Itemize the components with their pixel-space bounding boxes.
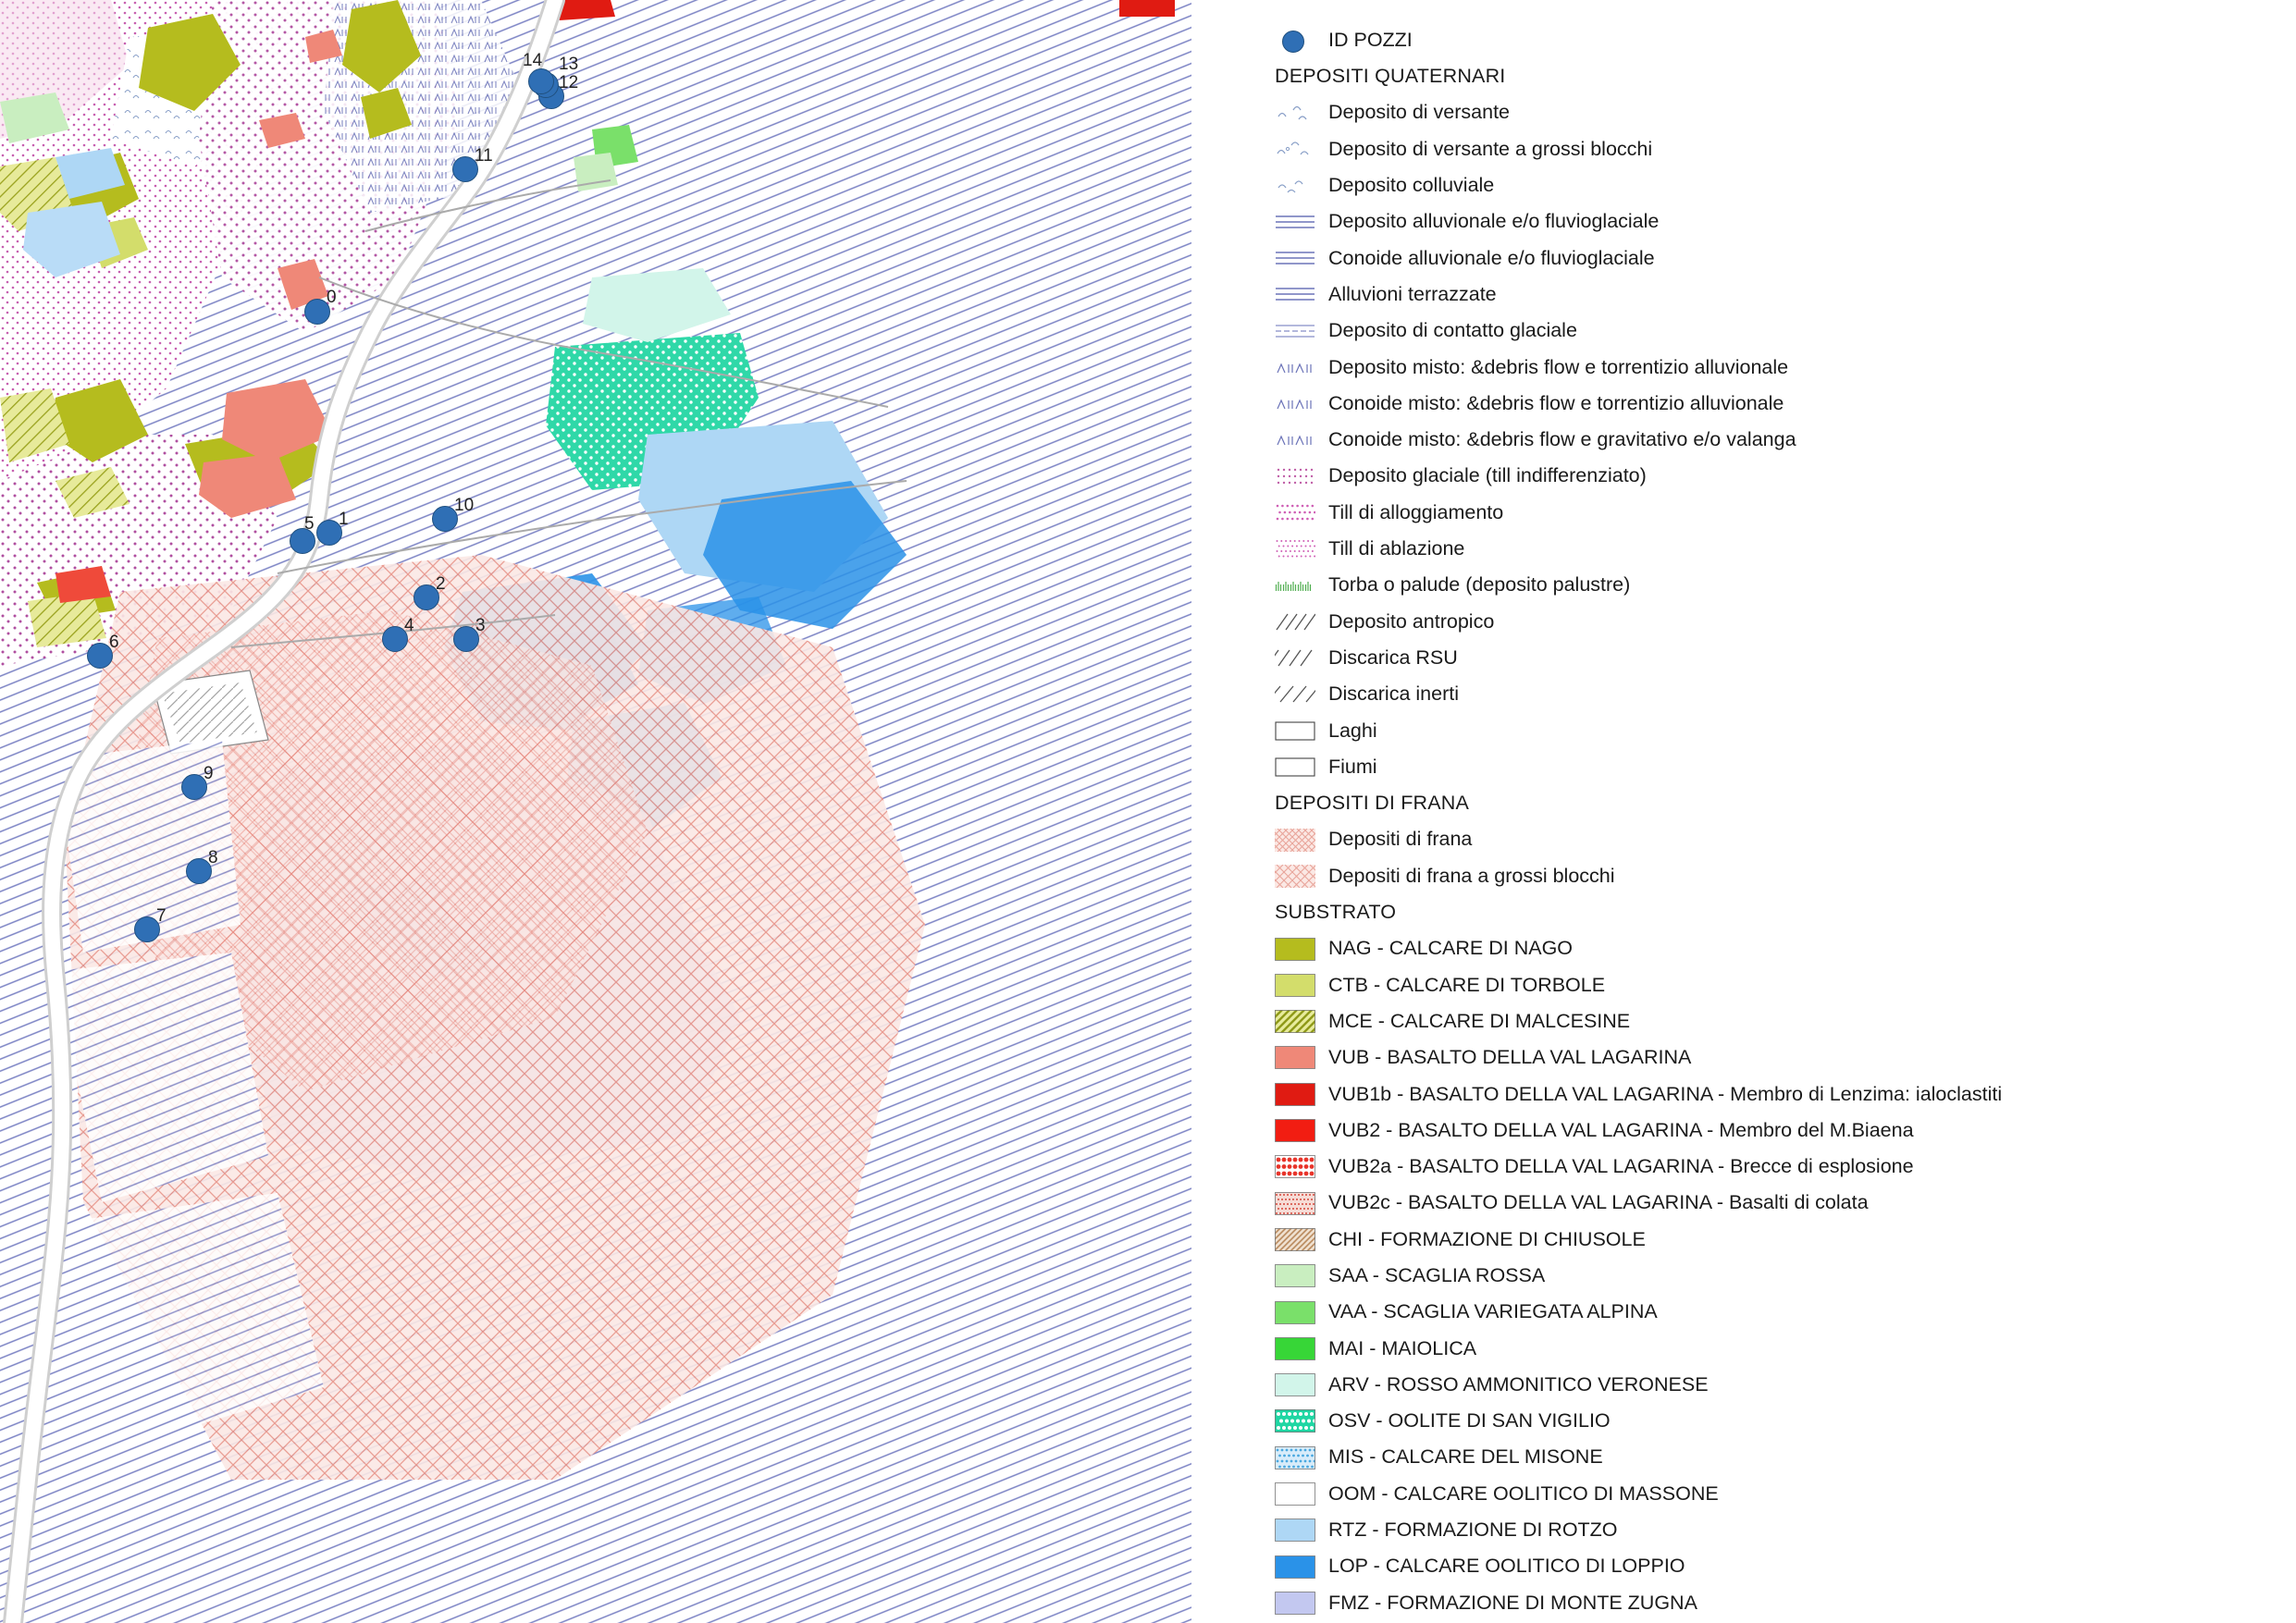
legend-item — [1275, 1258, 2296, 1294]
legend-section-header: SUBSTRATO — [1275, 901, 1397, 924]
legend-item-label: OOM - CALCARE OOLITICO DI MASSONE — [1328, 1482, 1719, 1505]
legend-swatch-icon — [1275, 829, 1315, 852]
legend-item — [1275, 640, 2296, 676]
legend-item-label: Till di alloggiamento — [1328, 500, 1504, 523]
legend-item-label: MAI - MAIOLICA — [1328, 1336, 1477, 1359]
legend-item — [1275, 422, 2296, 458]
legend-sections — [1275, 58, 2296, 1621]
legend-swatch-icon — [1275, 1083, 1315, 1106]
legend-swatch-icon — [1275, 1446, 1315, 1469]
legend-item-label: RTZ - FORMAZIONE DI ROTZO — [1328, 1518, 1618, 1542]
well-label: 10 — [454, 496, 475, 515]
well-label: 5 — [304, 514, 315, 534]
legend-item-label: NAG - CALCARE DI NAGO — [1328, 937, 1574, 960]
legend-item — [1275, 1003, 2296, 1039]
legend-item — [1275, 749, 2296, 785]
legend-item-label: CHI - FORMAZIONE DI CHIUSOLE — [1328, 1227, 1646, 1250]
legend-item — [1275, 95, 2296, 131]
legend-item-label: VUB2a - BASALTO DELLA VAL LAGARINA - Brecce di esplosione — [1328, 1155, 1914, 1178]
well-marker-icon — [1275, 29, 1315, 52]
legend-item — [1275, 1476, 2296, 1512]
legend-swatch-icon — [1275, 1518, 1315, 1542]
legend-item — [1275, 495, 2296, 531]
legend-item-label: Conoide alluvionale e/o fluvioglaciale — [1328, 246, 1655, 269]
legend-swatch-icon — [1275, 138, 1315, 161]
well-label: 9 — [204, 764, 214, 783]
well-label: 6 — [109, 633, 119, 652]
legend-swatch-icon — [1275, 682, 1315, 706]
legend-item — [1275, 1186, 2296, 1222]
legend-item — [1275, 713, 2296, 749]
legend-swatch-icon — [1275, 356, 1315, 379]
legend-item — [1275, 1222, 2296, 1258]
legend-item-label: ID POZZI — [1328, 28, 1413, 51]
legend-swatch-icon — [1275, 1010, 1315, 1033]
well-label: 2 — [436, 574, 446, 594]
legend-item — [1275, 604, 2296, 640]
well-label: 0 — [327, 288, 337, 307]
legend-item-label: Depositi di frana a grossi blocchi — [1328, 864, 1615, 887]
legend-swatch-icon — [1275, 537, 1315, 560]
well-label: 7 — [156, 906, 167, 926]
legend-swatch-icon — [1275, 1337, 1315, 1360]
legend-swatch-icon — [1275, 211, 1315, 234]
well-label: 13 — [559, 55, 579, 74]
legend-item — [1275, 531, 2296, 567]
legend-item-label: Deposito colluviale — [1328, 174, 1495, 197]
legend-item-label: Deposito alluvionale e/o fluvioglaciale — [1328, 210, 1660, 233]
well-label: 11 — [475, 146, 493, 166]
legend-swatch-icon — [1275, 320, 1315, 343]
legend-item-label: CTB - CALCARE DI TORBOLE — [1328, 973, 1606, 996]
legend-item-label: MCE - CALCARE DI MALCESINE — [1328, 1009, 1631, 1032]
legend-item-label: Conoide misto: &debris flow e gravitativo e/o valanga — [1328, 428, 1796, 451]
legend-item-label: Discarica RSU — [1328, 646, 1458, 669]
legend-item — [1275, 1440, 2296, 1476]
legend-item — [1275, 1585, 2296, 1621]
legend-item-label: Till di ablazione — [1328, 537, 1465, 560]
legend-item-label: FMZ - FORMAZIONE DI MONTE ZUGNA — [1328, 1591, 1697, 1614]
legend-swatch-icon — [1275, 283, 1315, 306]
legend-item — [1275, 350, 2296, 386]
legend-item-label: OSV - OOLITE DI SAN VIGILIO — [1328, 1409, 1611, 1432]
legend-swatch-icon — [1275, 1228, 1315, 1251]
legend-section-header: DEPOSITI DI FRANA — [1275, 792, 1470, 815]
legend-item-id-pozzi — [1275, 22, 2296, 58]
legend-swatch-icon — [1275, 574, 1315, 597]
legend-item — [1275, 277, 2296, 313]
legend-item — [1275, 1331, 2296, 1367]
well-marker[interactable] — [528, 68, 554, 94]
legend-item — [1275, 676, 2296, 712]
legend-item — [1275, 203, 2296, 240]
legend-item — [1275, 567, 2296, 603]
well-label: 1 — [339, 510, 349, 529]
well-label: 3 — [475, 616, 486, 635]
well-label: 8 — [208, 848, 218, 867]
legend-swatch-icon — [1275, 1555, 1315, 1579]
legend-item — [1275, 1076, 2296, 1113]
legend-item-label: VUB2 - BASALTO DELLA VAL LAGARINA - Membro del M.Biaena — [1328, 1118, 1914, 1141]
well-label: 4 — [404, 616, 414, 635]
legend-swatch-icon — [1275, 719, 1315, 743]
legend-swatch-icon — [1275, 501, 1315, 524]
legend-swatch-icon — [1275, 610, 1315, 633]
legend-item — [1275, 1548, 2296, 1584]
legend-item-label: SAA - SCAGLIA ROSSA — [1328, 1263, 1546, 1286]
legend-item — [1275, 967, 2296, 1003]
legend-item-label: Fiumi — [1328, 755, 1377, 778]
legend-item-label: Conoide misto: &debris flow e torrentizio alluvionale — [1328, 391, 1784, 414]
legend-item — [1275, 459, 2296, 495]
legend-swatch-icon — [1275, 1119, 1315, 1142]
legend-swatch-icon — [1275, 938, 1315, 961]
legend-item-label: Laghi — [1328, 719, 1377, 742]
legend-item-label: Deposito di contatto glaciale — [1328, 319, 1577, 342]
legend-item — [1275, 313, 2296, 349]
legend-swatch-icon — [1275, 1192, 1315, 1215]
legend-item-label: ARV - ROSSO AMMONITICO VERONESE — [1328, 1372, 1709, 1396]
legend-swatch-icon — [1275, 1409, 1315, 1432]
legend-swatch-icon — [1275, 392, 1315, 415]
legend-item — [1275, 1149, 2296, 1185]
legend-swatch-icon — [1275, 1046, 1315, 1069]
legend-swatch-icon — [1275, 428, 1315, 451]
legend-swatch-icon — [1275, 1155, 1315, 1178]
legend-item-label: VUB2c - BASALTO DELLA VAL LAGARINA - Basalti di colata — [1328, 1191, 1869, 1214]
legend-content — [1191, 13, 2296, 1621]
legend-swatch-icon — [1275, 174, 1315, 197]
legend-item — [1275, 930, 2296, 966]
legend-swatch-icon — [1275, 1373, 1315, 1396]
legend-item — [1275, 858, 2296, 894]
legend-item — [1275, 167, 2296, 203]
legend-item — [1275, 1367, 2296, 1403]
legend-item — [1275, 1294, 2296, 1330]
legend-swatch-icon — [1275, 974, 1315, 997]
legend-swatch-icon — [1275, 865, 1315, 888]
legend-item-label: LOP - CALCARE OOLITICO DI LOPPIO — [1328, 1555, 1685, 1578]
legend-swatch-icon — [1275, 646, 1315, 670]
legend-item-label: VAA - SCAGLIA VARIEGATA ALPINA — [1328, 1300, 1658, 1323]
legend-item — [1275, 131, 2296, 167]
legend-item-label: Deposito glaciale (till indifferenziato) — [1328, 464, 1647, 487]
legend-item — [1275, 240, 2296, 277]
legend-swatch-icon — [1275, 102, 1315, 125]
legend-swatch-icon — [1275, 1264, 1315, 1287]
legend-item-label: Torba o palude (deposito palustre) — [1328, 573, 1631, 596]
legend-item — [1275, 1113, 2296, 1149]
legend-item-label: Alluvioni terrazzate — [1328, 282, 1497, 305]
legend-item — [1275, 1512, 2296, 1548]
legend-item — [1275, 386, 2296, 422]
legend-item-label: VUB1b - BASALTO DELLA VAL LAGARINA - Membro di Lenzima: ialoclastiti — [1328, 1082, 2003, 1105]
legend-item-label: Discarica inerti — [1328, 682, 1459, 706]
legend-section-header: DEPOSITI QUATERNARI — [1275, 65, 1506, 88]
legend-item-label: Deposito antropico — [1328, 609, 1495, 633]
legend-item-label: Deposito di versante — [1328, 101, 1510, 124]
legend-item-label: VUB - BASALTO DELLA VAL LAGARINA — [1328, 1046, 1692, 1069]
well-label: 14 — [523, 51, 543, 70]
legend-swatch-icon — [1275, 756, 1315, 779]
legend-item-label: Deposito misto: &debris flow e torrentizio alluvionale — [1328, 355, 1789, 378]
legend-item — [1275, 1039, 2296, 1076]
legend-item-label: Depositi di frana — [1328, 828, 1473, 851]
legend-swatch-icon — [1275, 1482, 1315, 1506]
legend-item — [1275, 822, 2296, 858]
legend-swatch-icon — [1275, 465, 1315, 488]
legend-item — [1275, 1403, 2296, 1439]
legend-panel — [1191, 0, 2296, 1623]
legend-swatch-icon — [1275, 1301, 1315, 1324]
legend-swatch-icon — [1275, 247, 1315, 270]
legend-swatch-icon — [1275, 1592, 1315, 1615]
legend-item-label: MIS - CALCARE DEL MISONE — [1328, 1445, 1603, 1469]
legend-item-label: Deposito di versante a grossi blocchi — [1328, 137, 1653, 160]
well-label: 12 — [559, 73, 579, 92]
